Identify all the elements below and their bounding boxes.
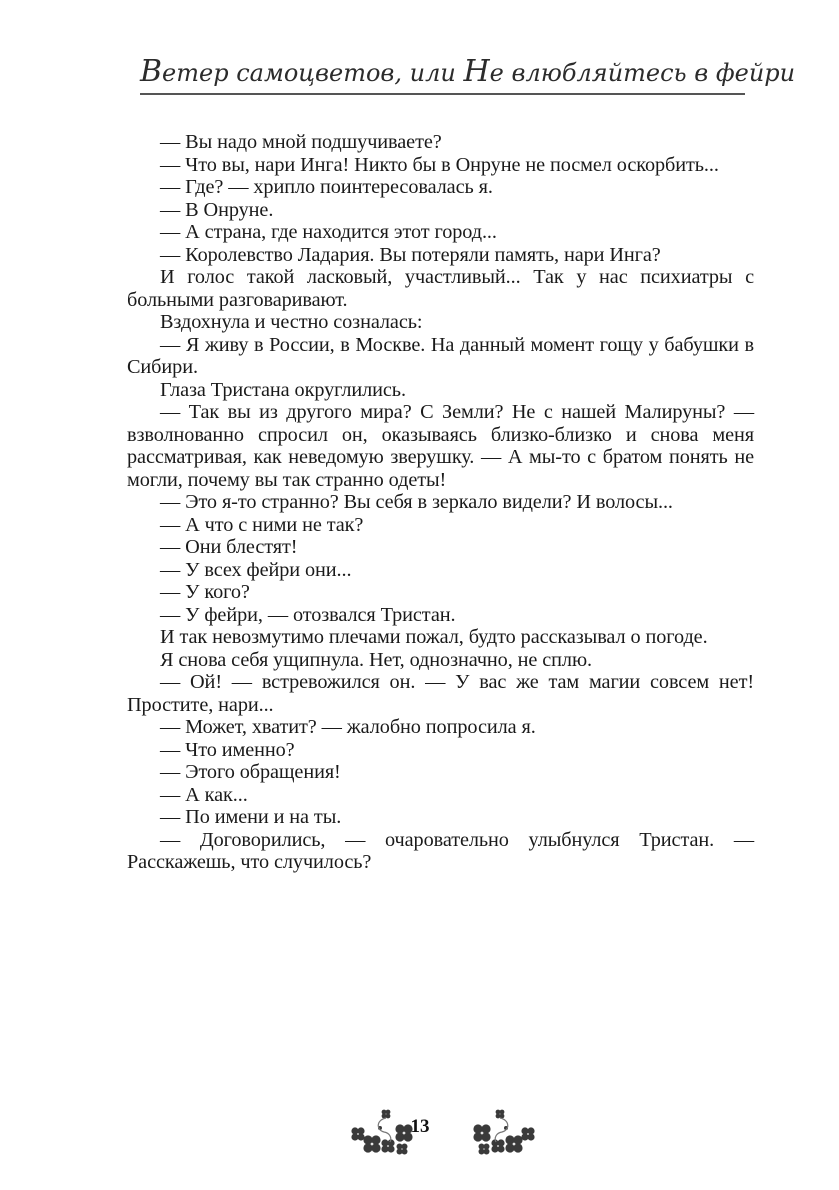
header-rule <box>140 93 745 95</box>
page-footer <box>0 1108 839 1158</box>
paragraph: — У кого? <box>160 581 250 603</box>
paragraph: — Они блестят! <box>160 536 298 558</box>
running-head-title <box>140 52 796 92</box>
paragraph: — Что вы, нари Инга! Никто бы в Онруне не посмел оскорбить... <box>160 153 719 176</box>
paragraph: — А страна, где находится этот город... <box>160 221 497 243</box>
paragraph: — Это я-то странно? Вы себя в зеркало видели? И волосы... <box>160 491 673 513</box>
paragraph: — Ой! — встревожился он. — У вас же там магии совсем нет! Простите, нари... <box>127 671 754 716</box>
paragraph: — Вы надо мной подшучиваете? <box>160 131 442 153</box>
paragraph: И голос такой ласковый, участливый... Так у нас психиатры с больными разговаривают. <box>127 266 754 311</box>
paragraph: — А что с ними не так? <box>160 513 364 536</box>
paragraph: — Договорились, — очаровательно улыбнулся Тристан. — Расскажешь, что случилось? <box>127 828 754 873</box>
page-number: 13 <box>410 1116 430 1137</box>
clover-ornament-icon <box>464 1108 540 1156</box>
paragraph: — Где? — хрипло поинтересовалась я. <box>160 176 493 198</box>
title-text-part-1: етер самоцветов, или <box>162 59 464 87</box>
paragraph: Глаза Тристана округлились. <box>160 378 406 401</box>
paragraph: Вздохнула и честно созналась: <box>160 311 423 333</box>
paragraph: — У всех фейри они... <box>160 558 352 581</box>
paragraph: — А как... <box>160 783 248 806</box>
paragraph: — Так вы из другого мира? С Земли? Не с нашей Малируны? — взволнованно спросил он, оказываясь близко-близко и снова меня рассматривая, как неведомую зверушку. — А мы-то с братом понять не могли, почему вы так странно одеты! <box>127 401 754 491</box>
paragraph: — Этого обращения! <box>160 761 341 783</box>
paragraph: Я снова себя ущипнула. Нет, однозначно, не сплю. <box>160 648 592 671</box>
paragraph: — Может, хватит? — жалобно попросила я. <box>160 716 536 738</box>
body-text <box>127 131 754 874</box>
paragraph: — По имени и на ты. <box>160 806 342 828</box>
paragraph: — У фейри, — отозвался Тристан. <box>160 603 456 626</box>
paragraph: — Королевство Ладария. Вы потеряли память, нари Инга? <box>160 243 661 266</box>
paragraph: — В Онруне. <box>160 198 274 221</box>
title-initial-cap: В <box>140 54 163 89</box>
paragraph: И так невозмутимо плечами пожал, будто рассказывал о погоде. <box>160 626 708 648</box>
paragraph: — Что именно? <box>160 738 295 761</box>
title-initial-cap-2: Н <box>463 54 490 89</box>
paragraph: — Я живу в России, в Москве. На данный момент гощу у бабушки в Сибири. <box>127 333 754 378</box>
title-text-part-2: е влюбляйтесь в фейри <box>489 59 796 87</box>
